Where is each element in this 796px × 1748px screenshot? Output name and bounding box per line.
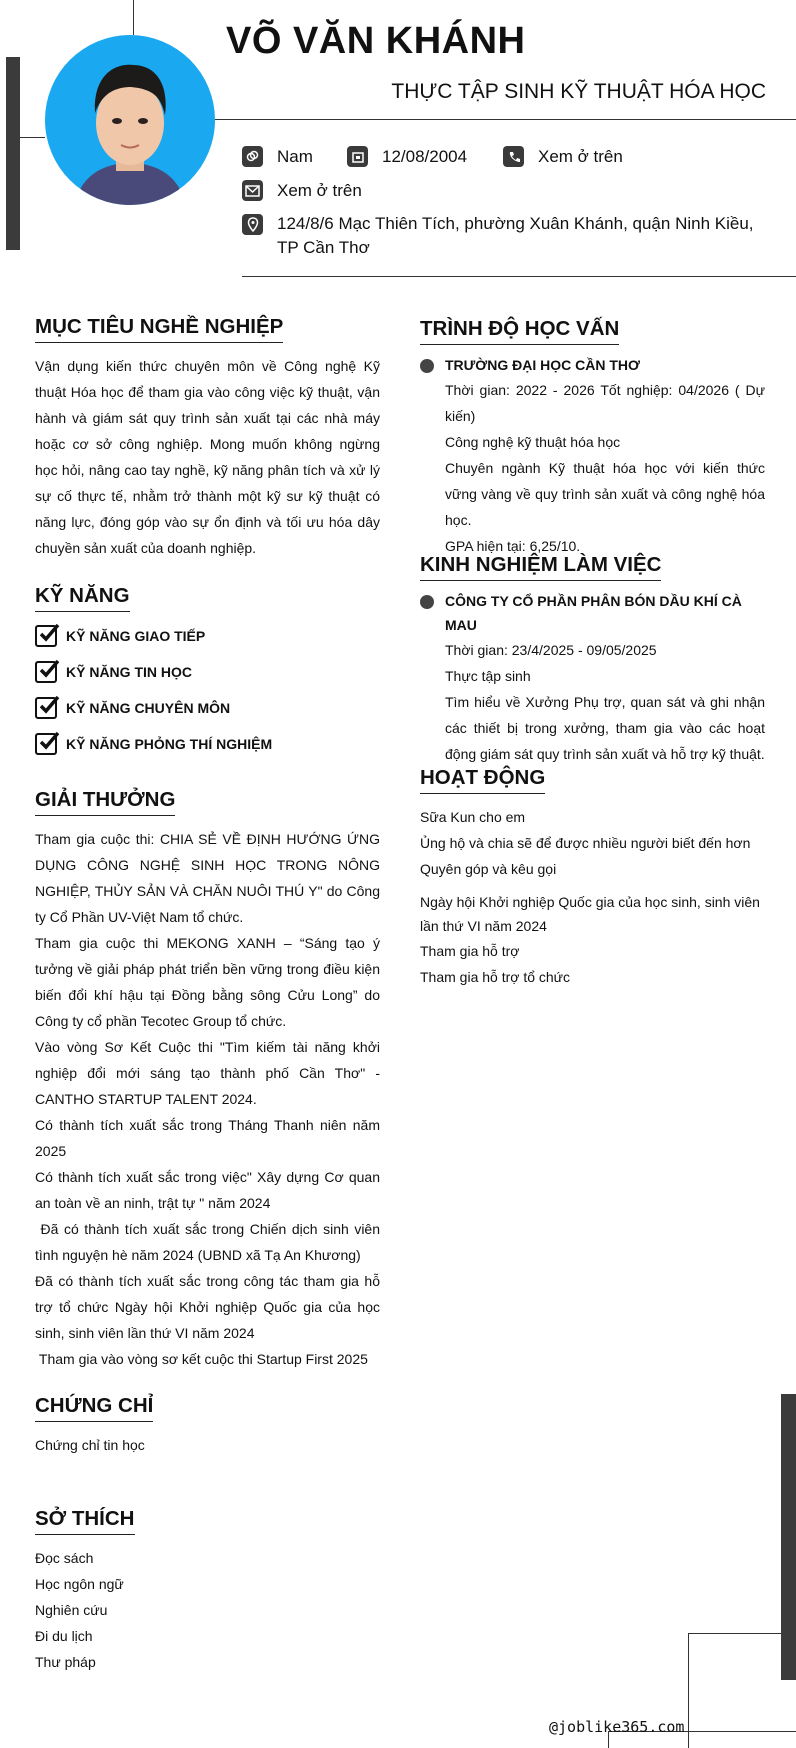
checkbox-checked-icon <box>35 661 57 683</box>
activities-section <box>420 766 765 990</box>
certificates-title: CHỨNG CHỈ <box>35 1394 153 1422</box>
award-item: Có thành tích xuất sắc trong Tháng Thanh niên năm 2025 <box>35 1117 380 1159</box>
frame-line <box>20 137 45 138</box>
experience-section <box>420 553 765 767</box>
hobby-item: Đi du lịch <box>35 1628 93 1644</box>
awards-list <box>35 826 384 1372</box>
school-name: TRƯỜNG ĐẠI HỌC CẦN THƠ <box>445 357 640 373</box>
certificate-item: Chứng chỉ tin học <box>35 1437 145 1453</box>
experience-entry <box>420 589 765 767</box>
hobby-item: Học ngôn ngữ <box>35 1576 124 1592</box>
candidate-position: THỰC TẬP SINH KỸ THUẬT HÓA HỌC <box>391 80 766 103</box>
skills-title: KỸ NĂNG <box>35 584 130 612</box>
activity-item: Tham gia hỗ trợ tổ chức <box>420 969 571 985</box>
award-item: Đã có thành tích xuất sắc trong công tác tham gia hỗ trợ tổ chức Ngày hội Khởi nghiệp Quốc gia của học sinh, sinh viên lần thứ VI năm 2024 <box>35 1273 380 1341</box>
experience-period: Thời gian: 23/4/2025 - 09/05/2025 <box>445 642 657 658</box>
birthdate-value: 12/08/2004 <box>382 146 468 166</box>
avatar <box>45 35 215 205</box>
certificates-section <box>35 1394 380 1458</box>
skills-section <box>35 584 380 762</box>
objective-title: MỤC TIÊU NGHỀ NGHIỆP <box>35 315 283 343</box>
award-item: Vào vòng Sơ Kết Cuộc thi "Tìm kiếm tài năng khởi nghiệp đổi mới sáng tạo thành phố Cần Thơ" - CANTHO STARTUP TALENT 2024. <box>35 1039 380 1107</box>
activity-item: Sữa Kun cho em <box>420 809 526 825</box>
checkbox-checked-icon <box>35 733 57 755</box>
skill-item: KỸ NĂNG GIAO TIẾP <box>35 618 380 654</box>
skills-list <box>35 618 380 762</box>
frame-line <box>133 0 134 35</box>
email-value: Xem ở trên <box>277 180 362 200</box>
right-accent-bar <box>781 1394 796 1680</box>
skill-item: KỸ NĂNG PHỎNG THÍ NGHIỆM <box>35 726 380 762</box>
award-item: Tham gia vào vòng sơ kết cuộc thi Startup First 2025 <box>35 1351 368 1367</box>
hobby-item: Thư pháp <box>35 1654 96 1670</box>
skill-item: KỸ NĂNG CHUYÊN MÔN <box>35 690 380 726</box>
left-accent-bar <box>6 57 20 250</box>
hobbies-section <box>35 1507 380 1675</box>
experience-description: Tìm hiểu về Xưởng Phụ trợ, quan sát và ghi nhận các thiết bị trong xưởng, tham gia vào các hoạt động giám sát quy trình sản xuất và hỗ trợ kỹ thuật. <box>445 694 765 762</box>
checkbox-checked-icon <box>35 625 57 647</box>
calendar-icon <box>347 146 368 167</box>
hobby-item: Nghiên cứu <box>35 1602 108 1618</box>
email-icon <box>242 180 263 201</box>
objective-text: Vận dụng kiến thức chuyên môn về Công nghệ Kỹ thuật Hóa học để tham gia vào công việc kỹ thuật, vận hành và giám sát quy trình sản xuất tại các nhà máy hoặc cơ sở công nghiệp. Mong muốn không ngừng học hỏi, nâng cao tay nghề, kỹ năng phân tích và xử lý sự cố thực tế, nhằm trở thành một kỹ sư kỹ thuật có năng lực, đóng góp vào sự ổn định và tối ưu hóa dây chuyền sản xuất của doanh nghiệp. <box>35 358 380 556</box>
candidate-name: VÕ VĂN KHÁNH <box>226 20 526 62</box>
education-title: TRÌNH ĐỘ HỌC VẤN <box>420 317 619 345</box>
address-row <box>242 214 762 260</box>
phone-value: Xem ở trên <box>538 146 623 166</box>
header-divider <box>215 119 796 120</box>
email-row <box>242 180 362 201</box>
award-item: Tham gia cuộc thi: CHIA SẺ VỀ ĐỊNH HƯỚNG ỨNG DỤNG CÔNG NGHỆ SINH HỌC TRONG NÔNG NGHIỆP, THỦY SẢN VÀ CHĂN NUÔI THÚ Y" do Công ty Cổ Phần UV-Việt Nam tổ chức. <box>35 831 380 925</box>
gender-icon <box>242 146 263 167</box>
phone-row <box>503 146 623 167</box>
award-item: Đã có thành tích xuất sắc trong Chiến dịch sinh viên tình nguyện hè năm 2024 (UBND xã Tạ An Khương) <box>35 1221 384 1263</box>
watermark: @joblike365.com <box>549 1718 685 1736</box>
location-pin-icon <box>242 214 263 235</box>
company-name: CÔNG TY CỔ PHẦN PHÂN BÓN DẦU KHÍ CÀ MAU <box>445 593 742 633</box>
hobby-item: Đọc sách <box>35 1550 94 1566</box>
award-item: Có thành tích xuất sắc trong việc" Xây dựng Cơ quan an toàn về an ninh, trật tự " năm 2024 <box>35 1169 380 1211</box>
checkbox-checked-icon <box>35 697 57 719</box>
activity-item: Ủng hộ và chia sẽ để được nhiều người biết đến hơn <box>420 835 751 851</box>
awards-section <box>35 788 384 1372</box>
bullet-dot-icon <box>420 359 434 373</box>
gender-value: Nam <box>277 146 313 166</box>
education-period: Thời gian: 2022 - 2026 Tốt nghiệp: 04/2026 ( Dự kiến) <box>445 382 765 424</box>
education-entry <box>420 353 765 559</box>
phone-icon <box>503 146 524 167</box>
activity-item: Ngày hội Khởi nghiệp Quốc gia của học sinh, sinh viên lần thứ VI năm 2024 <box>420 894 760 934</box>
hobbies-list <box>35 1545 380 1675</box>
birthdate-row <box>347 146 467 167</box>
bullet-dot-icon <box>420 595 434 609</box>
activities-group-1 <box>420 804 765 882</box>
activities-group-2 <box>420 890 765 990</box>
activity-item: Tham gia hỗ trợ <box>420 943 520 959</box>
skill-item: KỸ NĂNG TIN HỌC <box>35 654 380 690</box>
activities-title: HOẠT ĐỘNG <box>420 766 545 794</box>
education-section <box>420 317 765 559</box>
address-value: 124/8/6 Mạc Thiên Tích, phường Xuân Khánh, quận Ninh Kiều, TP Cần Thơ <box>277 214 754 257</box>
objective-section <box>35 315 380 561</box>
education-description: Chuyên ngành Kỹ thuật hóa học với kiến thức vững vàng về quy trình sản xuất và công nghệ hóa học. <box>445 460 765 528</box>
activity-item: Quyên góp và kêu gọi <box>420 861 557 877</box>
info-divider <box>242 276 796 277</box>
awards-title: GIẢI THƯỞNG <box>35 788 175 816</box>
education-gpa: GPA hiện tại: 6,25/10. <box>445 538 581 554</box>
frame-line <box>688 1633 781 1634</box>
experience-title: KINH NGHIỆM LÀM VIỆC <box>420 553 661 581</box>
hobbies-title: SỞ THÍCH <box>35 1507 135 1535</box>
education-major: Công nghệ kỹ thuật hóa học <box>445 434 621 450</box>
experience-role: Thực tập sinh <box>445 668 531 684</box>
gender-row <box>242 146 313 167</box>
award-item: Tham gia cuộc thi MEKONG XANH – “Sáng tạo ý tưởng về giải pháp phát triển bền vững trong điều kiện biến đổi khí hậu tại Đồng bằng sông Cửu Long” do Công ty cổ phần Tecotec Group tổ chức. <box>35 935 380 1029</box>
